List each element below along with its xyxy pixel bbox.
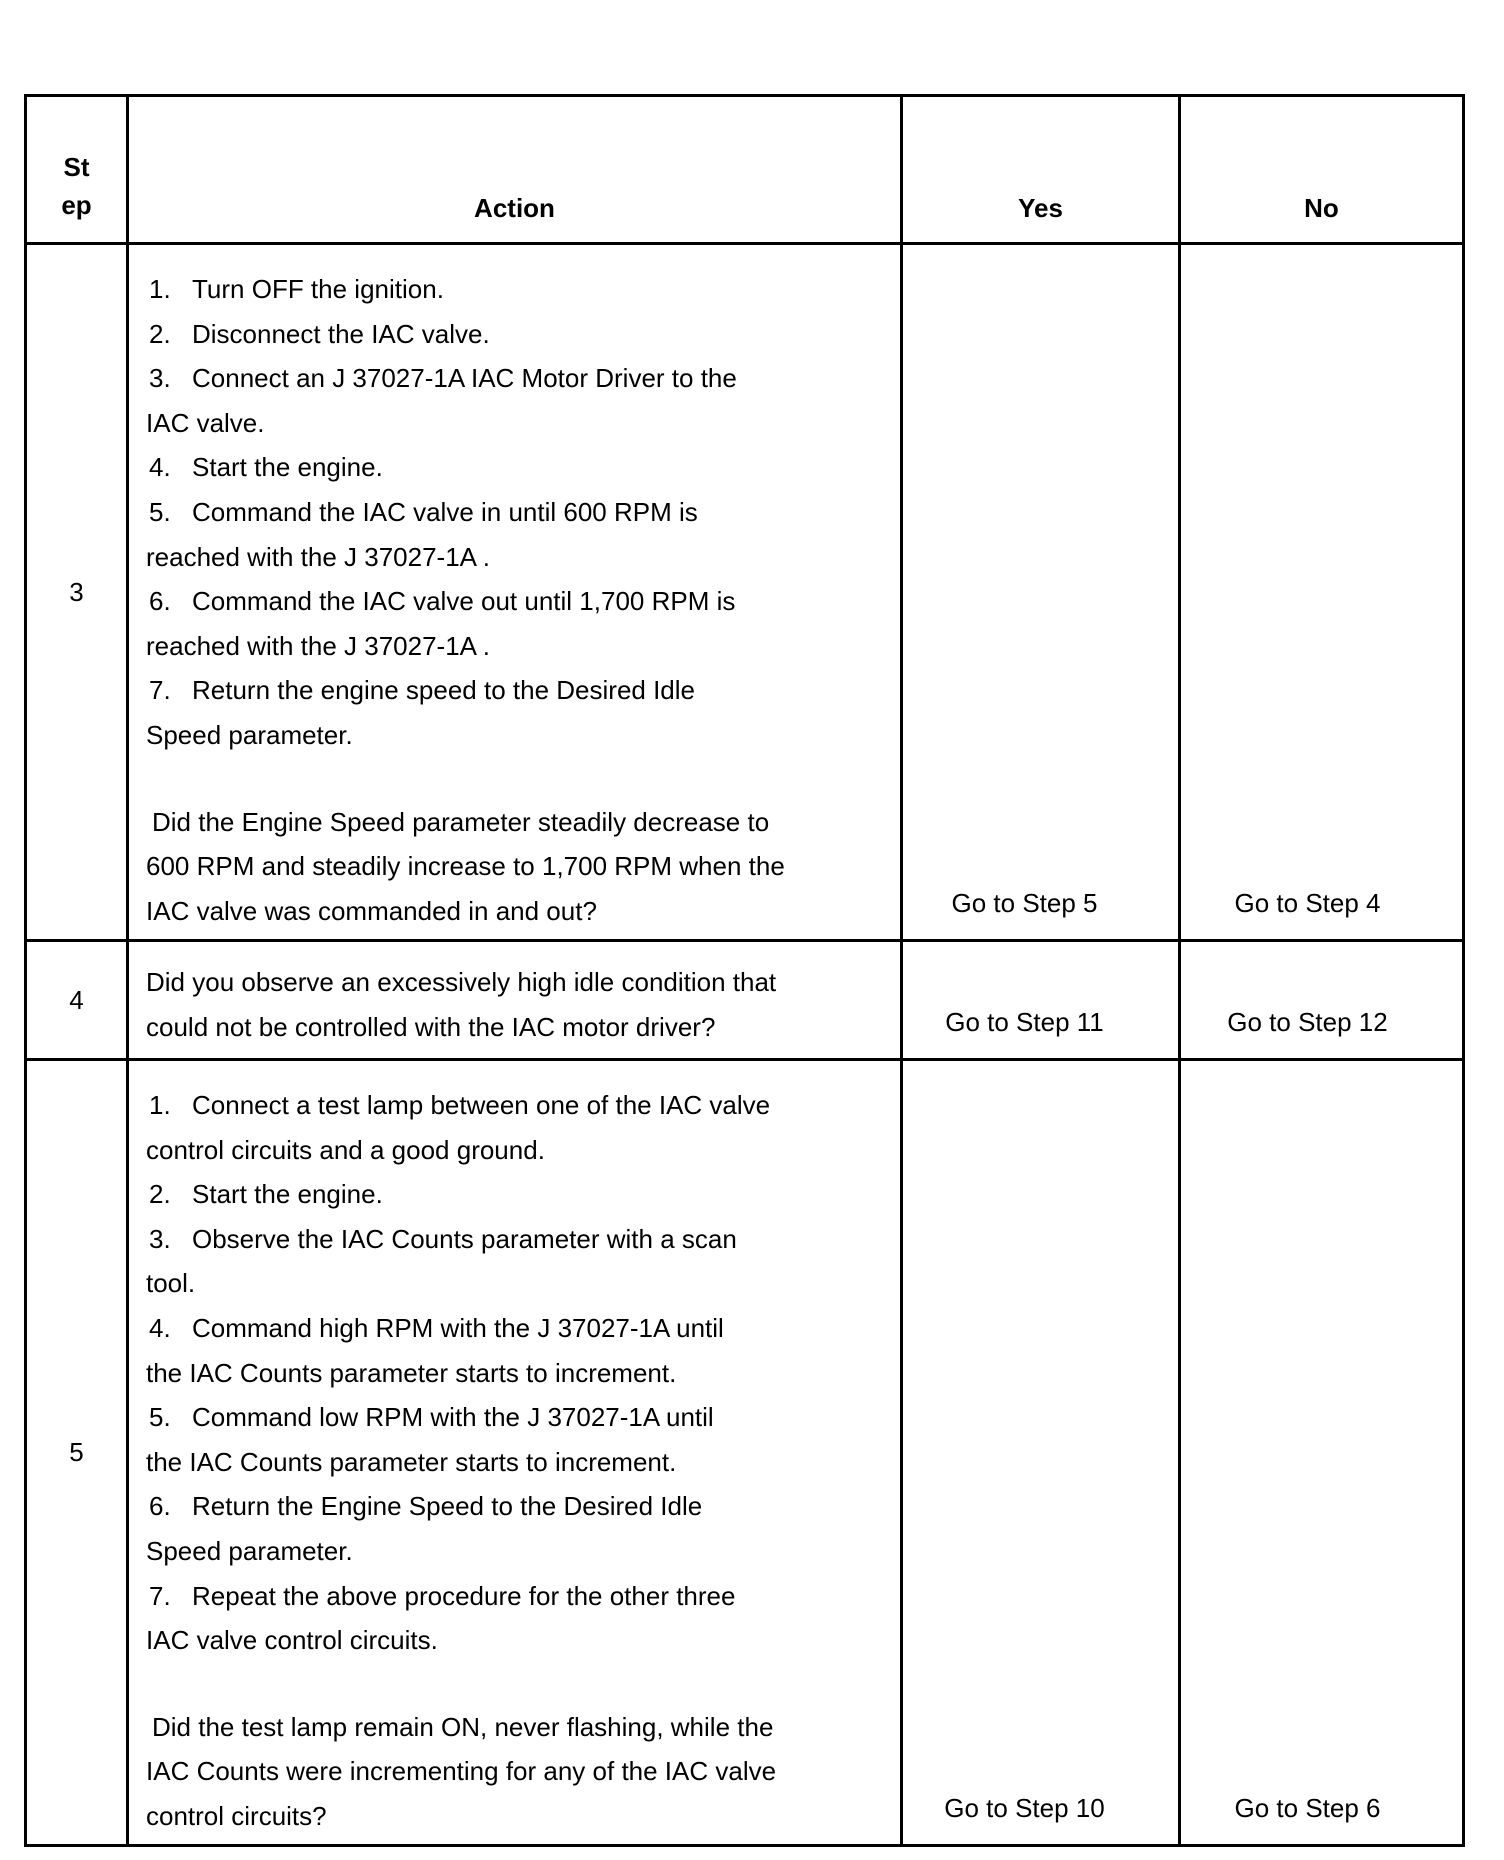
no-goto: Go to Step 4 bbox=[1234, 888, 1381, 918]
table-row bbox=[26, 941, 1464, 1060]
question-line: Did the Engine Speed parameter steadily decrease to bbox=[152, 806, 770, 837]
yes-cell bbox=[902, 244, 1180, 941]
question-line: control circuits? bbox=[146, 1800, 327, 1831]
list-item-continuation: control circuits and a good ground. bbox=[146, 1134, 545, 1165]
list-item: 6. Return the Engine Speed to the Desired Idle bbox=[149, 1491, 703, 1522]
no-cell bbox=[1180, 244, 1464, 941]
list-item-continuation: the IAC Counts parameter starts to increment. bbox=[146, 1357, 677, 1388]
step-number: 5 bbox=[26, 1060, 128, 1846]
yes-header: Yes bbox=[902, 96, 1180, 244]
no-goto: Go to Step 12 bbox=[1227, 1007, 1388, 1037]
list-item: 1. Turn OFF the ignition. bbox=[149, 274, 444, 304]
list-item-continuation: IAC valve control circuits. bbox=[146, 1625, 438, 1656]
question-line: could not be controlled with the IAC motor driver? bbox=[146, 1011, 716, 1042]
list-item: 5. Command the IAC valve in until 600 RPM is bbox=[149, 496, 698, 527]
list-item: 6. Command the IAC valve out until 1,700 RPM is bbox=[149, 586, 736, 617]
list-item-continuation: the IAC Counts parameter starts to increment. bbox=[146, 1446, 677, 1477]
question-line: IAC Counts were incrementing for any of the IAC valve bbox=[146, 1756, 777, 1787]
list-item: 4. Command high RPM with the J 37027-1A until bbox=[149, 1312, 724, 1343]
spacer bbox=[146, 1663, 880, 1705]
step-number: 3 bbox=[26, 244, 128, 941]
yes-goto: Go to Step 10 bbox=[944, 1793, 1105, 1823]
list-item: 4. Start the engine. bbox=[149, 452, 383, 483]
no-cell bbox=[1180, 1060, 1464, 1846]
diagnostic-table bbox=[24, 94, 1465, 1847]
list-item-continuation: Speed parameter. bbox=[146, 1535, 353, 1566]
no-cell bbox=[1180, 941, 1464, 1060]
question-line: Did the test lamp remain ON, never flashing, while the bbox=[152, 1711, 774, 1742]
yes-goto: Go to Step 5 bbox=[951, 888, 1098, 918]
list-item: 3. Observe the IAC Counts parameter with a scan bbox=[149, 1223, 737, 1254]
list-item-continuation: reached with the J 37027-1A . bbox=[146, 541, 491, 572]
list-item-continuation: tool. bbox=[146, 1268, 196, 1299]
list-item-continuation: Speed parameter. bbox=[146, 719, 353, 750]
list-item: 1. Connect a test lamp between one of the IAC valve bbox=[149, 1090, 771, 1120]
question-line: IAC valve was commanded in and out? bbox=[146, 895, 597, 926]
list-item: 3. Connect an J 37027-1A IAC Motor Driver to the bbox=[149, 363, 737, 394]
list-item-continuation: reached with the J 37027-1A . bbox=[146, 630, 491, 661]
step-number: 4 bbox=[26, 941, 128, 1060]
list-item: 7. Return the engine speed to the Desired Idle bbox=[149, 675, 696, 706]
list-item: 7. Repeat the above procedure for the other three bbox=[149, 1580, 736, 1611]
step-header-line2: ep bbox=[61, 190, 92, 220]
action-cell bbox=[128, 1060, 902, 1846]
yes-cell bbox=[902, 941, 1180, 1060]
no-header: No bbox=[1180, 96, 1464, 244]
yes-goto: Go to Step 11 bbox=[945, 1007, 1104, 1037]
table-row bbox=[26, 244, 1464, 941]
action-cell bbox=[128, 244, 902, 941]
step-header bbox=[26, 96, 128, 244]
no-goto: Go to Step 6 bbox=[1234, 1793, 1381, 1823]
yes-cell bbox=[902, 1060, 1180, 1846]
list-item: 2. Disconnect the IAC valve. bbox=[149, 318, 490, 349]
action-header: Action bbox=[128, 96, 902, 244]
action-cell bbox=[128, 941, 902, 1060]
header-row bbox=[26, 96, 1464, 244]
spacer bbox=[146, 758, 880, 800]
question-line: Did you observe an excessively high idle condition that bbox=[146, 967, 777, 997]
table-row bbox=[26, 1060, 1464, 1846]
step-header-line1: St bbox=[63, 152, 90, 182]
list-item: 5. Command low RPM with the J 37027-1A until bbox=[149, 1402, 714, 1433]
question-line: 600 RPM and steadily increase to 1,700 RPM when the bbox=[146, 851, 785, 882]
list-item-continuation: IAC valve. bbox=[146, 407, 265, 438]
list-item: 2. Start the engine. bbox=[149, 1179, 383, 1210]
